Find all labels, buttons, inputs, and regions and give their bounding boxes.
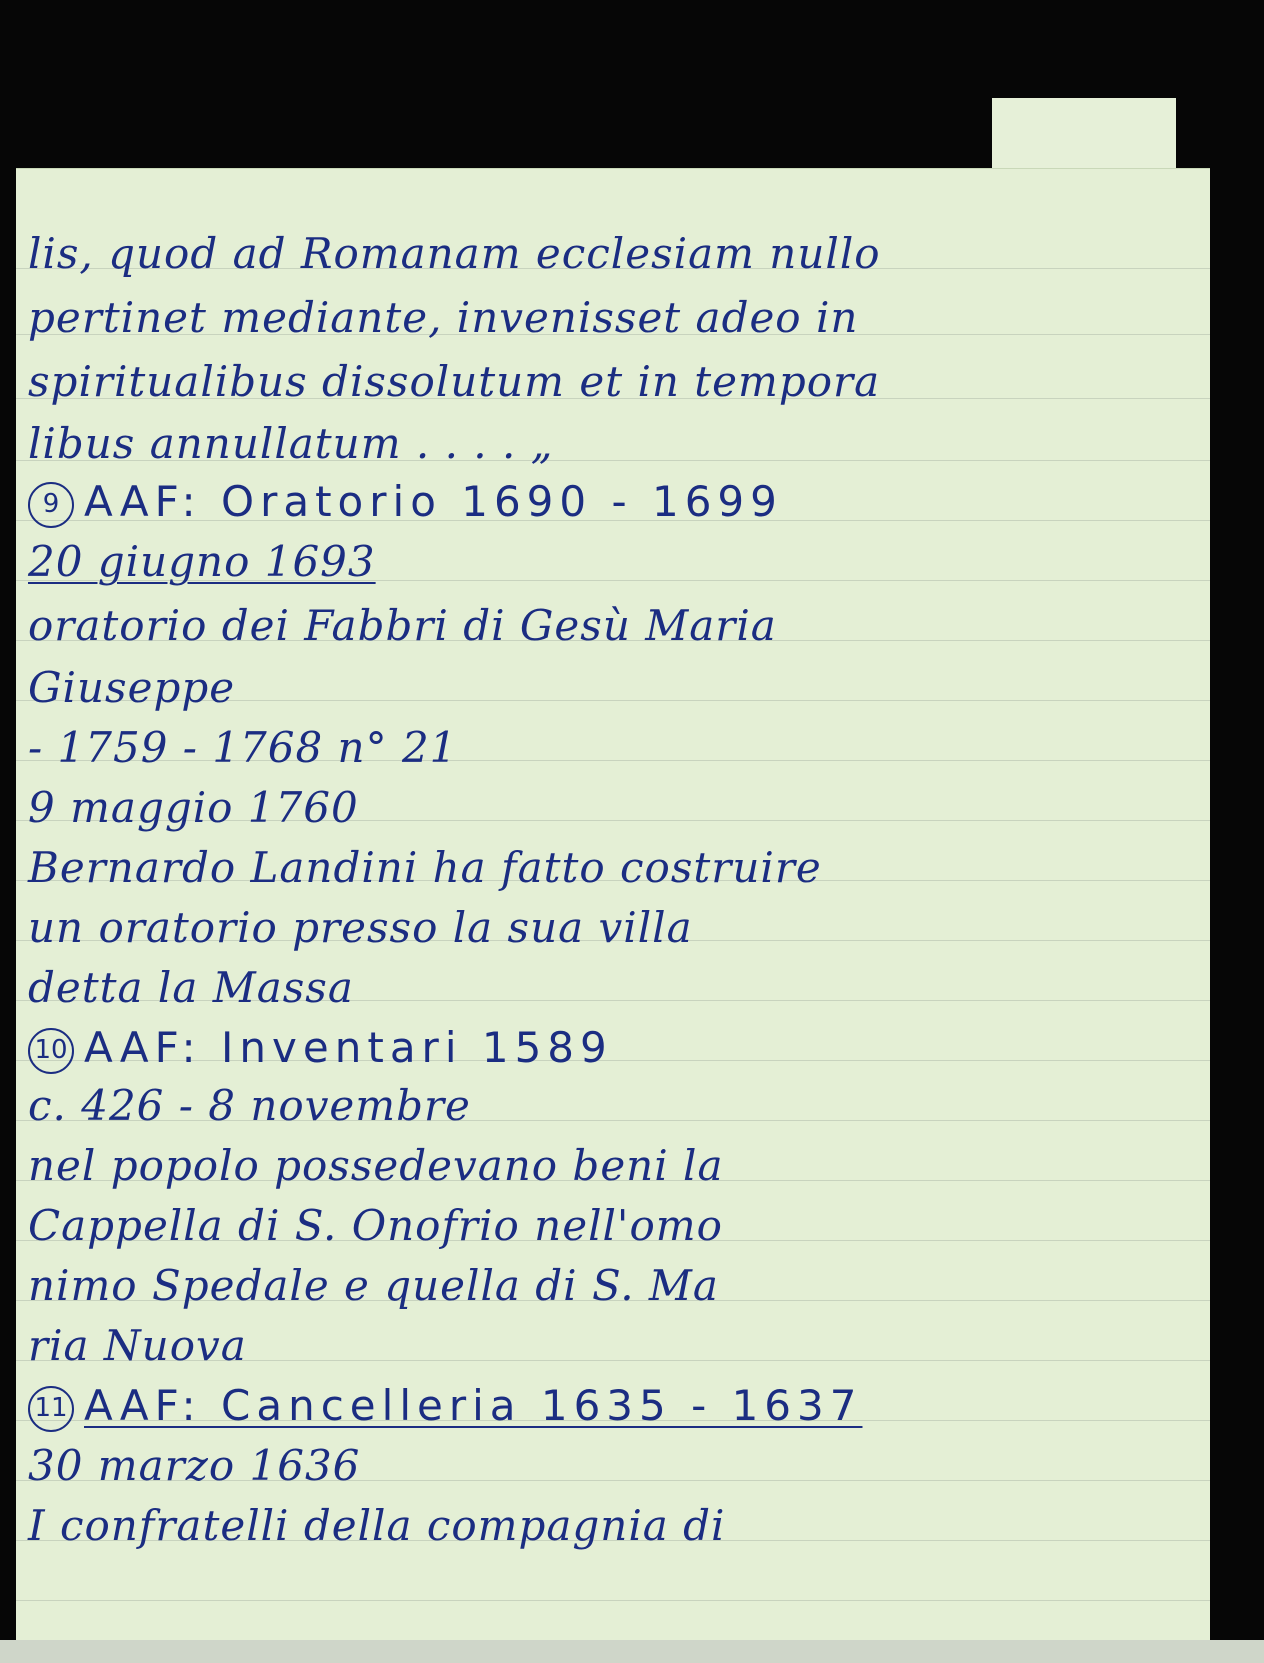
- handwritten-line: - 1759 - 1768 n° 21: [28, 723, 458, 772]
- handwritten-line: nimo Spedale e quella di S. Ma: [28, 1261, 719, 1310]
- handwritten-line: 9 maggio 1760: [28, 783, 359, 832]
- handwritten-line: pertinet mediante, invenisset adeo in: [28, 293, 859, 342]
- archive-reference: AAF: Cancelleria 1635 - 1637: [84, 1381, 863, 1430]
- footnote-marker: 11: [28, 1386, 74, 1432]
- scan-bottom-edge: [0, 1640, 1264, 1663]
- ruled-line: [16, 1600, 1210, 1601]
- handwritten-line: libus annullatum . . . . „: [28, 419, 554, 468]
- handwritten-line: ria Nuova: [28, 1321, 247, 1370]
- archive-reference: AAF: Inventari 1589: [84, 1023, 613, 1072]
- handwritten-line: Bernardo Landini ha fatto costruire: [28, 843, 822, 892]
- footnote-marker: 9: [28, 482, 74, 528]
- handwritten-line: Giuseppe: [28, 663, 236, 712]
- footnote-heading: [28, 1022, 1198, 1074]
- handwritten-line: oratorio dei Fabbri di Gesù Maria: [28, 601, 777, 650]
- handwritten-line: lis, quod ad Romanam ecclesiam nullo: [28, 229, 881, 278]
- page-tab: [992, 98, 1176, 172]
- handwritten-line: c. 426 - 8 novembre: [28, 1081, 471, 1130]
- footnote-heading: [28, 476, 1198, 528]
- handwritten-line: nel popolo possedevano beni la: [28, 1141, 724, 1190]
- handwritten-line: detta la Massa: [28, 963, 354, 1012]
- handwritten-line: Cappella di S. Onofrio nell'omo: [28, 1201, 723, 1250]
- handwritten-line: 20 giugno 1693: [28, 537, 376, 586]
- handwritten-line: 30 marzo 1636: [28, 1441, 361, 1490]
- handwritten-line: spiritualibus dissolutum et in tempora: [28, 357, 881, 406]
- footnote-heading: [28, 1380, 1198, 1432]
- handwritten-line: I confratelli della compagnia di: [28, 1501, 726, 1550]
- footnote-marker: 10: [28, 1028, 74, 1074]
- archive-reference: AAF: Oratorio 1690 - 1699: [84, 477, 783, 526]
- handwritten-line: un oratorio presso la sua villa: [28, 903, 693, 952]
